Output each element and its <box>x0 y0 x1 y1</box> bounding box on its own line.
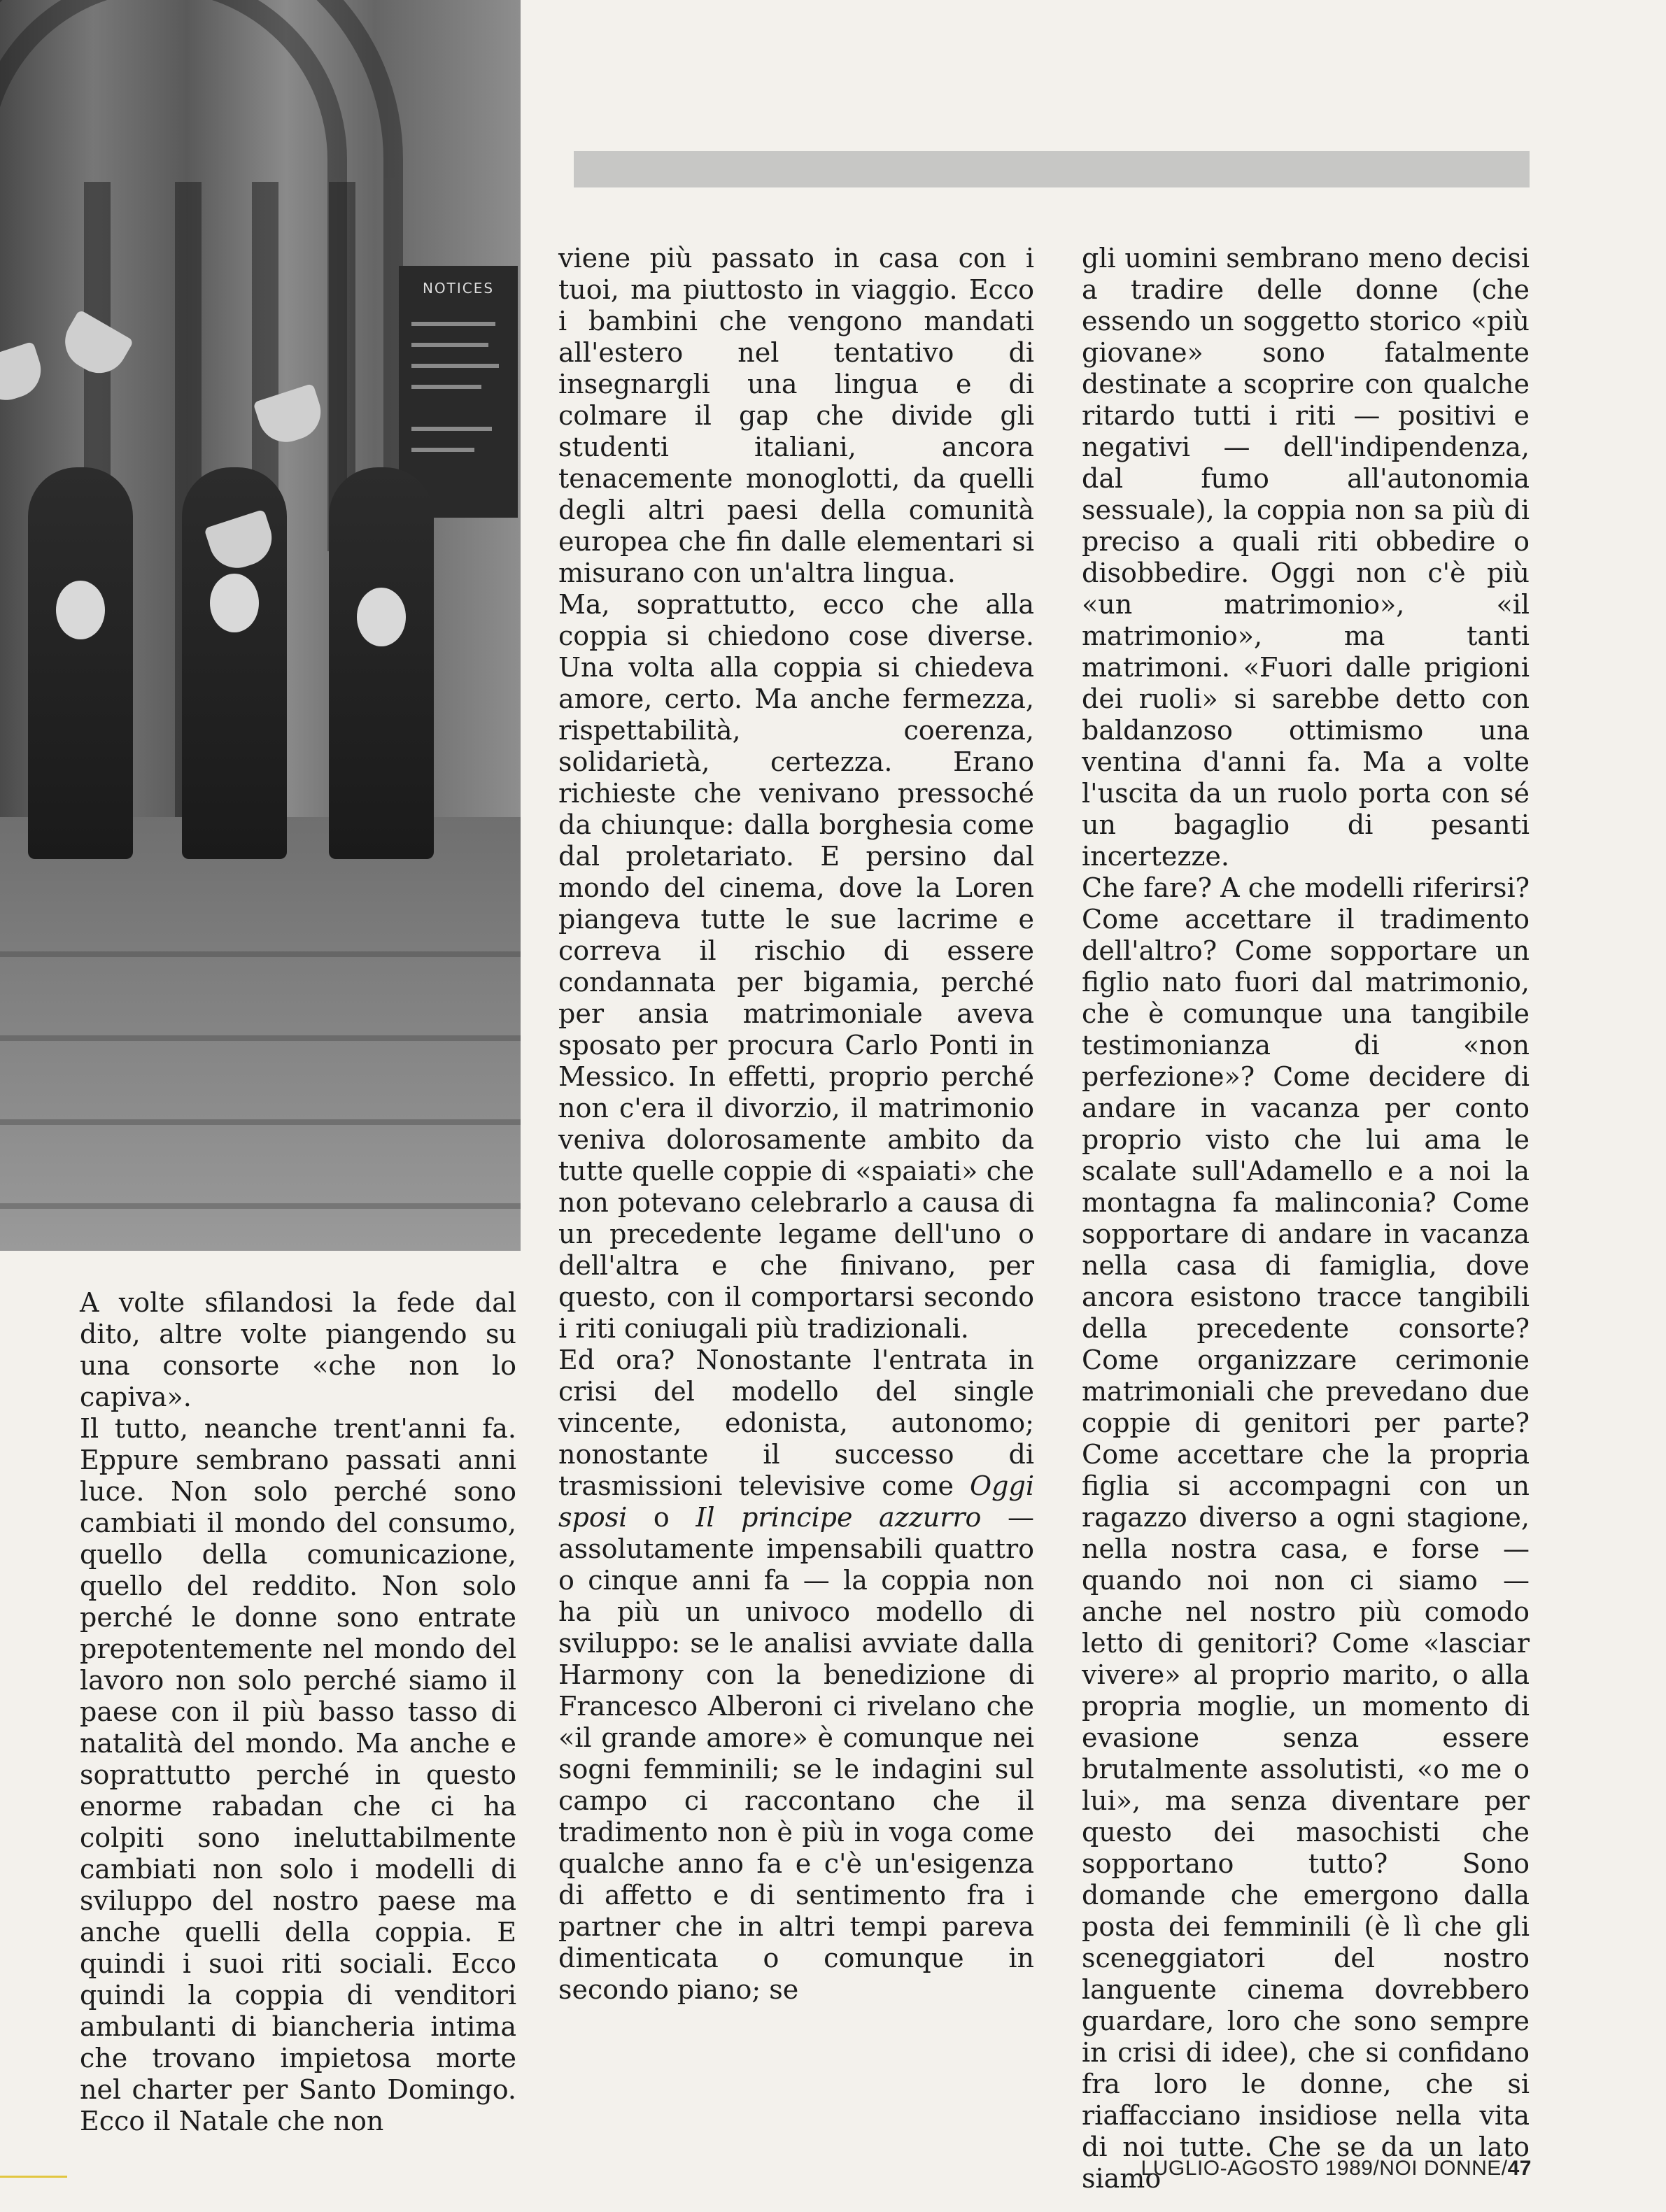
groomsman-head <box>56 581 105 639</box>
notice-line <box>411 385 481 389</box>
page-number: 47 <box>1507 2157 1532 2180</box>
wedding-photo <box>0 0 521 1251</box>
article-column-3: gli uomini sembrano meno decisi a tradire delle donne (che essendo un soggetto storico «più giovane» sono fatalmente destinate a scoprire con qualche ritardo tutti i riti — positivi e negativi — dell'indipendenza, dal fumo all'autonomia sessuale), la coppia non sa più di preciso a quali riti obbedire o disobbedire. Oggi non c'è più «un matrimonio», «il matrimonio», ma tanti matrimoni. «Fuori dalle prigioni dei ruoli» si sarebbe detto con baldanzoso ottimismo una ventina d'anni fa. Ma a volte l'uscita da un ruolo porta con sé un bagaglio di pesanti incertezze. Che fare? A che modelli riferirsi? Come accettare il tradimento dell'altro? Come sopportare un figlio nato fuori dal matrimonio, che è comunque una tangibile testimonianza di «non perfezione»? Come decidere di andare in vacanza per conto proprio visto che lui ama le scalate sull'Adamello e a noi la montagna fa malinconia? Come sopportare di andare in vacanza nella casa di famiglia, dove ancora esistono tracce tangibili della precedente consorte? Come organizzare cerimonie matrimoniali che prevedano due coppie di genitori per parte? Come accettare che la propria figlia si accompagni con un ragazzo diverso a ogni stagione, nella nostra casa, e forse — quando noi non ci siamo — anche nel nostro più comodo letto di genitori? Come «lasciar vivere» al proprio marito, o alla propria moglie, un momento di evasione senza essere brutalmente assolutisti, «o me o lui», ma senza diventare per questo dei masochisti che sopportano tutto? Sono domande che emergono dalla posta dei femminili (è lì che gli sceneggiatori del nostro languente cinema dovrebbero guardare, loro che sono sempre in crisi di idee), che si confidano fra loro le donne, che si riaffacciano insidiose nella vita di noi tutte. Che se da un lato siamo <box>1082 243 1530 2194</box>
article-column-1: A volte sfilandosi la fede dal dito, altre volte piangendo su una consorte «che non lo capiva». Il tutto, neanche trent'anni fa. Eppure sembrano passati anni luce. Non solo perché sono cambiati il mondo del consumo, quello della comunicazione, quello del reddito. Non solo perché le donne sono entrate prepotentemente nel mondo del lavoro non solo perché siamo il paese con il più basso tasso di natalità del mondo. Ma anche e soprattutto perché in questo enorme rabadan che ci ha colpiti sono ineluttabilmente cambiati non solo i modelli di sviluppo del nostro paese ma anche quelli della coppia. E quindi i suoi riti sociali. Ecco quindi la coppia di venditori ambulanti di biancheria intima che trovano impietosa morte nel charter per Santo Domingo. Ecco il Natale che non <box>80 1287 516 2136</box>
yellow-rule <box>0 2176 67 2178</box>
groomsman-head <box>357 588 406 646</box>
notice-line <box>411 322 495 326</box>
tv-show-title-2: Il principe azzurro <box>696 1502 982 1533</box>
notice-line <box>411 364 499 368</box>
step-edge <box>0 1035 521 1041</box>
step-edge <box>0 1119 521 1125</box>
issue-label: LUGLIO-AGOSTO 1989/NOI DONNE/ <box>1141 2157 1508 2180</box>
column-2-text: viene più passato in casa con i tuoi, ma piuttosto in viaggio. Ecco i bambini che vengono mandati all'estero nel tentativo di insegnargli una lingua e di colmare il gap che divide gli studenti italiani, ancora tenacemente monoglotti, da quelli degli altri paesi della comunità europea che fin dalle elementari si misurano con un'altra lingua. Ma, soprattutto, ecco che alla coppia si chiedono cose diverse. Una volta alla coppia si chiedeva amore, certo. Ma anche fermezza, rispettabilità, coerenza, solidarietà, certezza. Erano richieste che venivano pressoché da chiunque: dalla borghesia come dal proletariato. E persino dal mondo del cinema, dove la Loren piangeva tutte le sue lacrime e correva il rischio di essere condannata per bigamia, perché per ansia matrimoniale aveva sposato per procura Carlo Ponti in Messico. In effetti, proprio perché non c'era il divorzio, il matrimonio veniva dolorosamente ambito da tutte quelle coppie di «spaiati» che non potevano celebrarlo a causa di un precedente legame dell'uno o dell'altra e che finivano, per questo, con il comportarsi secondo i riti coniugali più tradizionali. Ed ora? Nonostante l'entrata in crisi del modello del single vincente, edonista, autonomo; nonostante il successo di trasmissioni televisive come <box>558 243 1034 1501</box>
groomsman-figure <box>28 467 133 859</box>
tv-show-title-1: Oggi sposi <box>558 1470 1034 1533</box>
article-column-2 <box>558 243 1034 2006</box>
column-2-joiner: o <box>627 1502 696 1533</box>
notice-line <box>411 448 474 452</box>
step-edge <box>0 951 521 957</box>
page-footer <box>1141 2157 1532 2181</box>
church-arch-inner <box>0 0 347 551</box>
header-grey-bar <box>574 151 1530 187</box>
church-steps <box>0 817 521 1251</box>
groomsman-figure <box>329 467 434 859</box>
notice-line <box>411 343 488 347</box>
step-edge <box>0 1203 521 1209</box>
notice-line <box>411 427 492 431</box>
groomsman-head <box>210 574 259 632</box>
column-2-text-cont: — assolutamente impensabili quattro o cinque anni fa — la coppia non ha più un univoco modello di sviluppo: se le analisi avviate dalla Harmony con la benedizione di Francesco Alberoni ci rivelano che «il grande amore» è comunque nei sogni femminili; se le indagini sul campo ci raccontano che il tradimento non è più in voga come qualche anno fa e c'è un'esigenza di affetto e di sentimento fra i partner che in altri tempi pareva dimenticata o comunque in secondo piano; se <box>558 1502 1034 2005</box>
notice-board-heading: NOTICES <box>422 280 495 297</box>
